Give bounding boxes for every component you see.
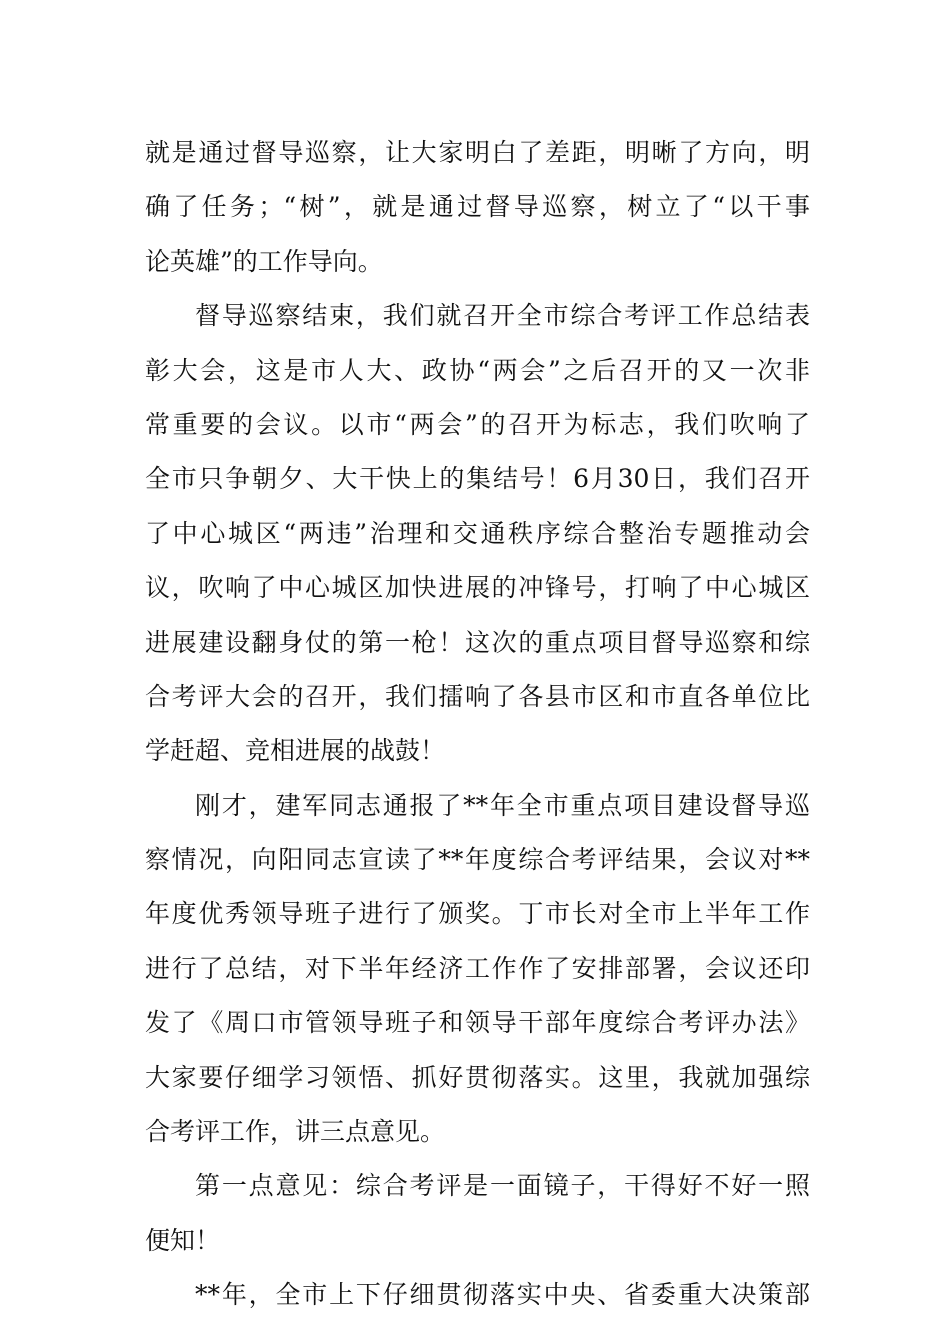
text-line: 大家要仔细学习领悟、抓好贯彻落实。这里，我就加强综 <box>145 1062 810 1092</box>
paragraph-first-line: **年，全市上下仔细贯彻落实中央、省委重大决策部 <box>195 1280 810 1310</box>
text-line: 常重要的会议。以市“两会”的召开为标志，我们吹响了 <box>145 409 810 439</box>
body-text <box>145 126 810 1323</box>
paragraph-first-line: 刚才，建军同志通报了**年全市重点项目建设督导巡 <box>195 790 810 820</box>
text-line: 年度优秀领导班子进行了颁奖。丁市长对全市上半年工作 <box>145 899 810 929</box>
text-line: 进行了总结，对下半年经济工作作了安排部署，会议还印 <box>145 953 810 983</box>
text-line: 合考评大会的召开，我们擂响了各县市区和市直各单位比 <box>145 681 810 711</box>
text-line: 就是通过督导巡察，让大家明白了差距，明晰了方向，明 <box>145 138 810 167</box>
text-line: 合考评工作，讲三点意见。 <box>145 1117 446 1147</box>
text-line: 发了《周口市管领导班子和领导干部年度综合考评办法》 <box>145 1008 810 1038</box>
text-line: 议，吹响了中心城区加快进展的冲锋号，打响了中心城区 <box>145 573 810 603</box>
text-line: 便知！ <box>145 1225 221 1255</box>
text-line: 全市只争朝夕、大干快上的集结号！6月30日，我们召开 <box>145 464 810 494</box>
text-line: 论英雄”的工作导向。 <box>145 246 383 276</box>
text-line: 确了任务；“树”，就是通过督导巡察，树立了“以干事 <box>145 192 810 222</box>
text-line: 进展建设翻身仗的第一枪！这次的重点项目督导巡察和综 <box>145 627 810 657</box>
paragraph-first-line: 督导巡察结束，我们就召开全市综合考评工作总结表 <box>195 301 810 331</box>
text-line: 了中心城区“两违”治理和交通秩序综合整治专题推动会 <box>145 518 810 548</box>
text-line: 学赶超、竞相进展的战鼓！ <box>145 736 446 766</box>
text-line: 察情况，向阳同志宣读了**年度综合考评结果，会议对** <box>145 845 810 875</box>
text-line: 彰大会，这是市人大、政协“两会”之后召开的又一次非 <box>145 355 810 385</box>
paragraph-first-line: 第一点意见：综合考评是一面镜子，干得好不好一照 <box>195 1171 810 1201</box>
